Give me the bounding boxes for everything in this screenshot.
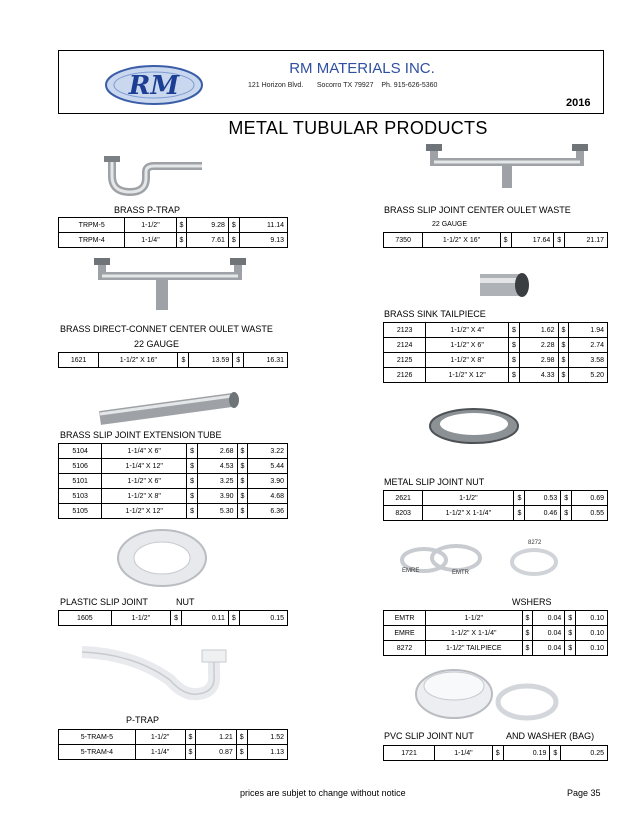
table-row (384, 338, 608, 353)
metal-nut-table (383, 490, 608, 521)
ptrap-title: P-TRAP (126, 715, 160, 725)
price-list-cell: 4.68 (248, 489, 288, 504)
currency-cell: $ (565, 626, 576, 641)
currency-cell: $ (522, 626, 533, 641)
item-size-cell: 1-1/2" (423, 491, 514, 506)
washer-label-8272: 8272 (528, 540, 542, 546)
currency-cell: $ (565, 641, 576, 656)
item-code-cell: TRPM-5 (59, 218, 125, 233)
table-row (59, 459, 288, 474)
currency-cell: $ (554, 233, 565, 248)
currency-cell: $ (509, 353, 520, 368)
price-cell: 9.28 (187, 218, 228, 233)
pvc-nut-image (410, 664, 500, 722)
item-code-cell: 2621 (384, 491, 423, 506)
plastic-nut-title-a: PLASTIC SLIP JOINT (60, 597, 148, 607)
table-row (59, 474, 288, 489)
table-row (384, 626, 608, 641)
currency-cell: $ (187, 459, 198, 474)
price-list-cell: 0.15 (239, 611, 287, 626)
table-row (384, 746, 608, 761)
price-list-cell: 9.13 (239, 233, 287, 248)
price-list-cell: 1.52 (247, 730, 287, 745)
brass-center-waste-title: BRASS SLIP JOINT CENTER OULET WASTE (384, 205, 571, 215)
currency-cell: $ (509, 338, 520, 353)
currency-cell: $ (237, 489, 248, 504)
currency-cell: $ (187, 444, 198, 459)
currency-cell: $ (558, 353, 569, 368)
table-row (384, 233, 608, 248)
extension-tube-image (94, 392, 244, 426)
ptrap-table (58, 729, 288, 760)
currency-cell: $ (185, 730, 196, 745)
table-row (59, 730, 288, 745)
logo-text: RM (128, 71, 180, 101)
item-code-cell: 5-TRAM-5 (59, 730, 136, 745)
item-size-cell: 1-1/2" (135, 730, 185, 745)
price-cell: 0.04 (533, 641, 565, 656)
item-code-cell: 1605 (59, 611, 112, 626)
price-list-cell: 0.10 (576, 626, 608, 641)
price-cell: 3.90 (198, 489, 238, 504)
price-list-cell: 21.17 (565, 233, 608, 248)
table-row (59, 233, 288, 248)
currency-cell: $ (178, 353, 189, 368)
price-list-cell: 0.10 (576, 641, 608, 656)
rm-logo (104, 63, 204, 107)
table-row (384, 611, 608, 626)
brass-ptrap-image (90, 152, 210, 202)
price-list-cell: 1.94 (569, 323, 608, 338)
item-code-cell: TRPM-4 (59, 233, 125, 248)
item-size-cell: 1-1/2" X 16" (99, 353, 178, 368)
table-row (384, 506, 608, 521)
currency-cell: $ (228, 218, 239, 233)
item-size-cell: 1-1/4" X 12" (102, 459, 187, 474)
currency-cell: $ (237, 474, 248, 489)
pvc-nut-title-a: PVC SLIP JOINT NUT (384, 731, 474, 741)
plastic-nut-table (58, 610, 288, 626)
pvc-nut-table (383, 745, 608, 761)
price-list-cell: 6.36 (248, 504, 288, 519)
item-size-cell: 1-1/2" X 4" (426, 323, 509, 338)
washers-title: WSHERS (512, 597, 552, 607)
catalog-year: 2016 (566, 97, 591, 109)
item-size-cell: 1-1/2" (111, 611, 170, 626)
item-size-cell: 1-1/2" (125, 218, 176, 233)
currency-cell: $ (171, 611, 182, 626)
tailpiece-title: BRASS SINK TAILPIECE (384, 309, 486, 319)
tailpiece-table (383, 322, 608, 383)
brass-center-waste-gauge: 22 GAUGE (432, 221, 468, 228)
table-row (59, 489, 288, 504)
item-size-cell: 1-1/4" (135, 745, 185, 760)
item-size-cell: 1-1/2" X 12" (426, 368, 509, 383)
brass-ptrap-table (58, 217, 288, 248)
currency-cell: $ (514, 491, 525, 506)
item-code-cell: 8272 (384, 641, 426, 656)
table-row (384, 323, 608, 338)
item-size-cell: 1-1/2" X 6" (426, 338, 509, 353)
item-code-cell: 2126 (384, 368, 426, 383)
currency-cell: $ (187, 504, 198, 519)
price-cell: 3.25 (198, 474, 238, 489)
price-cell: 7.61 (187, 233, 228, 248)
page-title: METAL TUBULAR PRODUCTS (228, 118, 488, 138)
item-size-cell: 1-1/2" (426, 611, 523, 626)
currency-cell: $ (176, 233, 187, 248)
price-list-cell: 2.74 (569, 338, 608, 353)
table-row (59, 218, 288, 233)
price-list-cell: 5.20 (569, 368, 608, 383)
metal-nut-image (426, 404, 522, 446)
item-code-cell: 2123 (384, 323, 426, 338)
price-cell: 2.98 (519, 353, 558, 368)
item-code-cell: EMRE (384, 626, 426, 641)
item-code-cell: 5101 (59, 474, 102, 489)
currency-cell: $ (237, 444, 248, 459)
price-cell: 0.53 (525, 491, 561, 506)
price-cell: 4.33 (519, 368, 558, 383)
price-list-cell: 3.90 (248, 474, 288, 489)
price-list-cell: 5.44 (248, 459, 288, 474)
currency-cell: $ (185, 745, 196, 760)
price-list-cell: 0.55 (572, 506, 608, 521)
page-number: Page 35 (567, 788, 601, 798)
currency-cell: $ (237, 459, 248, 474)
item-code-cell: 5105 (59, 504, 102, 519)
price-list-cell: 3.58 (569, 353, 608, 368)
brass-ptrap-title: BRASS P-TRAP (114, 205, 181, 215)
price-cell: 0.11 (182, 611, 229, 626)
price-list-cell: 3.22 (248, 444, 288, 459)
currency-cell: $ (561, 506, 572, 521)
price-list-cell: 0.25 (561, 746, 608, 761)
currency-cell: $ (187, 489, 198, 504)
currency-cell: $ (514, 506, 525, 521)
brass-direct-table (58, 352, 288, 368)
price-cell: 2.68 (198, 444, 238, 459)
price-cell: 0.87 (196, 745, 236, 760)
item-code-cell: 5103 (59, 489, 102, 504)
currency-cell: $ (176, 218, 187, 233)
price-cell: 1.21 (196, 730, 236, 745)
currency-cell: $ (228, 233, 239, 248)
washers-image (398, 542, 484, 580)
price-list-cell: 16.31 (244, 353, 288, 368)
item-size-cell: 1-1/2" X 12" (102, 504, 187, 519)
table-row (59, 611, 288, 626)
item-code-cell: 2125 (384, 353, 426, 368)
price-list-cell: 0.69 (572, 491, 608, 506)
table-row (384, 368, 608, 383)
company-address: 121 Horizon Blvd. Socorro TX 79927 Ph. 915-626-5360 (248, 82, 438, 89)
currency-cell: $ (500, 233, 511, 248)
brass-direct-gauge: 22 GAUGE (134, 339, 180, 349)
metal-nut-title: METAL SLIP JOINT NUT (384, 477, 485, 487)
item-size-cell: 1-1/4" (435, 746, 493, 761)
ptrap-image (74, 640, 254, 718)
item-size-cell: 1-1/2" X 1-1/4" (426, 626, 523, 641)
item-code-cell: 7350 (384, 233, 423, 248)
currency-cell: $ (236, 745, 247, 760)
price-cell: 5.30 (198, 504, 238, 519)
price-cell: 2.28 (519, 338, 558, 353)
item-size-cell: 1-1/2" X 16" (423, 233, 500, 248)
price-cell: 4.53 (198, 459, 238, 474)
extension-table (58, 443, 288, 519)
pvc-washer-image (494, 682, 560, 722)
item-size-cell: 1-1/4" (125, 233, 176, 248)
price-cell: 0.19 (503, 746, 550, 761)
price-list-cell: 0.10 (576, 611, 608, 626)
washer-label-emtr: EMTR (452, 570, 469, 576)
price-cell: 0.46 (525, 506, 561, 521)
currency-cell: $ (522, 641, 533, 656)
item-code-cell: 5-TRAM-4 (59, 745, 136, 760)
currency-cell: $ (233, 353, 244, 368)
table-row (59, 504, 288, 519)
item-code-cell: 5104 (59, 444, 102, 459)
item-size-cell: 1-1/4" X 6" (102, 444, 187, 459)
table-row (384, 641, 608, 656)
currency-cell: $ (236, 730, 247, 745)
brass-direct-waste-image (90, 256, 250, 314)
item-size-cell: 1-1/2" X 1-1/4" (423, 506, 514, 521)
currency-cell: $ (509, 323, 520, 338)
currency-cell: $ (522, 611, 533, 626)
currency-cell: $ (492, 746, 503, 761)
tailpiece-image (476, 266, 532, 304)
price-cell: 0.04 (533, 611, 565, 626)
table-row (59, 745, 288, 760)
currency-cell: $ (558, 338, 569, 353)
item-code-cell: 1621 (59, 353, 99, 368)
currency-cell: $ (558, 368, 569, 383)
currency-cell: $ (565, 611, 576, 626)
washers-table (383, 610, 608, 656)
item-code-cell: 5106 (59, 459, 102, 474)
item-size-cell: 1-1/2" X 8" (102, 489, 187, 504)
brass-direct-title: BRASS DIRECT-CONNET CENTER OULET WASTE (60, 324, 273, 334)
price-cell: 0.04 (533, 626, 565, 641)
currency-cell: $ (187, 474, 198, 489)
table-row (384, 491, 608, 506)
item-code-cell: 2124 (384, 338, 426, 353)
item-code-cell: 8203 (384, 506, 423, 521)
extension-title: BRASS SLIP JOINT EXTENSION TUBE (60, 430, 222, 440)
currency-cell: $ (558, 323, 569, 338)
footer-notice: prices are subjet to change without notice (240, 788, 406, 798)
item-size-cell: 1-1/2" X 8" (426, 353, 509, 368)
table-row (384, 353, 608, 368)
item-code-cell: 1721 (384, 746, 435, 761)
plastic-nut-image (112, 526, 212, 590)
company-name: RM MATERIALS INC. (289, 60, 435, 77)
currency-cell: $ (550, 746, 561, 761)
price-cell: 1.62 (519, 323, 558, 338)
brass-center-waste-image (422, 142, 592, 192)
washer-label-emre: EMRE (402, 568, 420, 574)
washer-8272-image (508, 546, 560, 578)
item-size-cell: 1-1/2" TAILPIECE (426, 641, 523, 656)
table-row (59, 444, 288, 459)
price-cell: 17.64 (511, 233, 554, 248)
currency-cell: $ (228, 611, 239, 626)
pvc-nut-title-b: AND WASHER (BAG) (506, 731, 595, 741)
plastic-nut-title-b: NUT (176, 597, 195, 607)
price-list-cell: 11.14 (239, 218, 287, 233)
brass-center-waste-table (383, 232, 608, 248)
price-list-cell: 1.13 (247, 745, 287, 760)
currency-cell: $ (237, 504, 248, 519)
price-cell: 13.59 (189, 353, 233, 368)
table-row (59, 353, 288, 368)
currency-cell: $ (561, 491, 572, 506)
item-code-cell: EMTR (384, 611, 426, 626)
currency-cell: $ (509, 368, 520, 383)
item-size-cell: 1-1/2" X 6" (102, 474, 187, 489)
